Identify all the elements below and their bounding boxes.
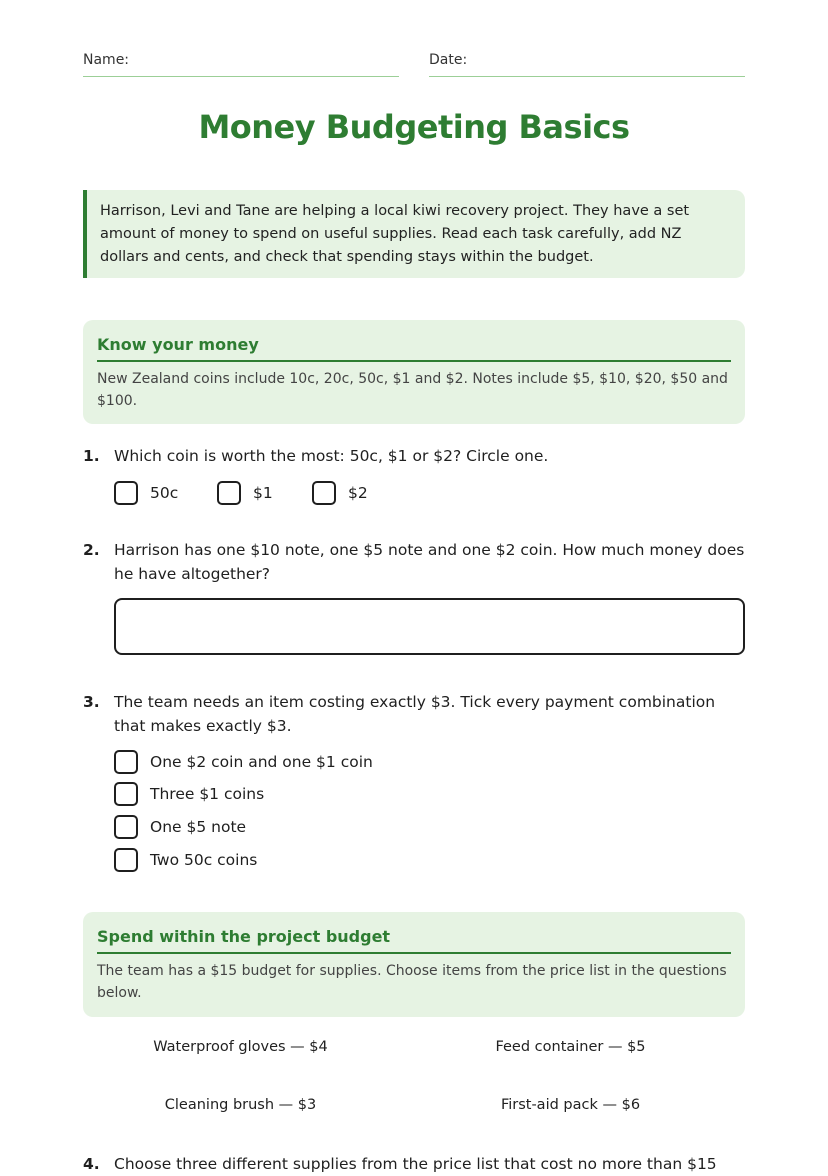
option-combo-4[interactable] xyxy=(114,847,257,873)
price-item: Waterproof gloves — $4 xyxy=(153,1039,328,1055)
checkbox[interactable] xyxy=(114,815,138,839)
question-text: Harrison has one $10 note, one $5 note and one $2 coin. How much money does he have altogether? xyxy=(114,541,745,583)
option-label: Three $1 coins xyxy=(150,785,265,803)
page-title: Money Budgeting Basics xyxy=(198,108,630,146)
student-info-row xyxy=(83,52,745,78)
date-label: Date: xyxy=(429,52,468,68)
option-label: $2 xyxy=(348,484,368,502)
question-text: Which coin is worth the most: 50c, $1 or $2? Circle one. xyxy=(114,447,549,465)
option-1-dollar[interactable] xyxy=(217,480,273,506)
option-label: $1 xyxy=(253,484,273,502)
question-number: 1. xyxy=(83,447,100,465)
option-combo-1[interactable] xyxy=(114,749,373,775)
question-text: The team needs an item costing exactly $3. Tick every payment combination that makes exactly $3. xyxy=(114,693,716,735)
price-item: First-aid pack — $6 xyxy=(500,1097,641,1113)
section-text: New Zealand coins include 10c, 20c, 50c, $1 and $2. Notes include $5, $10, $20, $50 and $100. xyxy=(97,371,728,409)
option-combo-3[interactable] xyxy=(114,814,246,840)
option-2-dollar[interactable] xyxy=(312,480,368,506)
option-label: One $2 coin and one $1 coin xyxy=(150,753,373,771)
checkbox[interactable] xyxy=(312,481,336,505)
checkbox[interactable] xyxy=(114,750,138,774)
section-project-budget xyxy=(83,912,745,1017)
option-label: 50c xyxy=(150,484,179,502)
option-label: Two 50c coins xyxy=(150,851,258,869)
section-title: Know your money xyxy=(97,332,731,362)
intro-callout: Harrison, Levi and Tane are helping a local kiwi recovery project. They have a set amount of money to spend on useful supplies. Read each task carefully, add NZ dollars and cents, and check that spending stays within the budget. xyxy=(83,190,745,278)
section-text: The team has a $15 budget for supplies. Choose items from the price list in the questions below. xyxy=(97,963,727,1001)
date-field[interactable] xyxy=(429,52,745,77)
price-item: Cleaning brush — $3 xyxy=(164,1097,317,1113)
question-number: 2. xyxy=(83,541,100,559)
option-label: One $5 note xyxy=(150,818,247,836)
question-number: 4. xyxy=(83,1155,100,1173)
option-combo-2[interactable] xyxy=(114,781,264,807)
question-text: Choose three different supplies from the price list that cost no more than $15 xyxy=(114,1155,717,1173)
section-know-your-money xyxy=(83,320,745,424)
checkbox[interactable] xyxy=(114,848,138,872)
name-label: Name: xyxy=(83,52,130,68)
checkbox[interactable] xyxy=(217,481,241,505)
checkbox[interactable] xyxy=(114,481,138,505)
checkbox[interactable] xyxy=(114,782,138,806)
price-item: Feed container — $5 xyxy=(495,1039,646,1055)
question-number: 3. xyxy=(83,693,100,711)
option-50c[interactable] xyxy=(114,480,178,506)
answer-input-box[interactable] xyxy=(114,598,745,655)
section-title: Spend within the project budget xyxy=(97,924,731,954)
name-field[interactable] xyxy=(83,52,399,77)
